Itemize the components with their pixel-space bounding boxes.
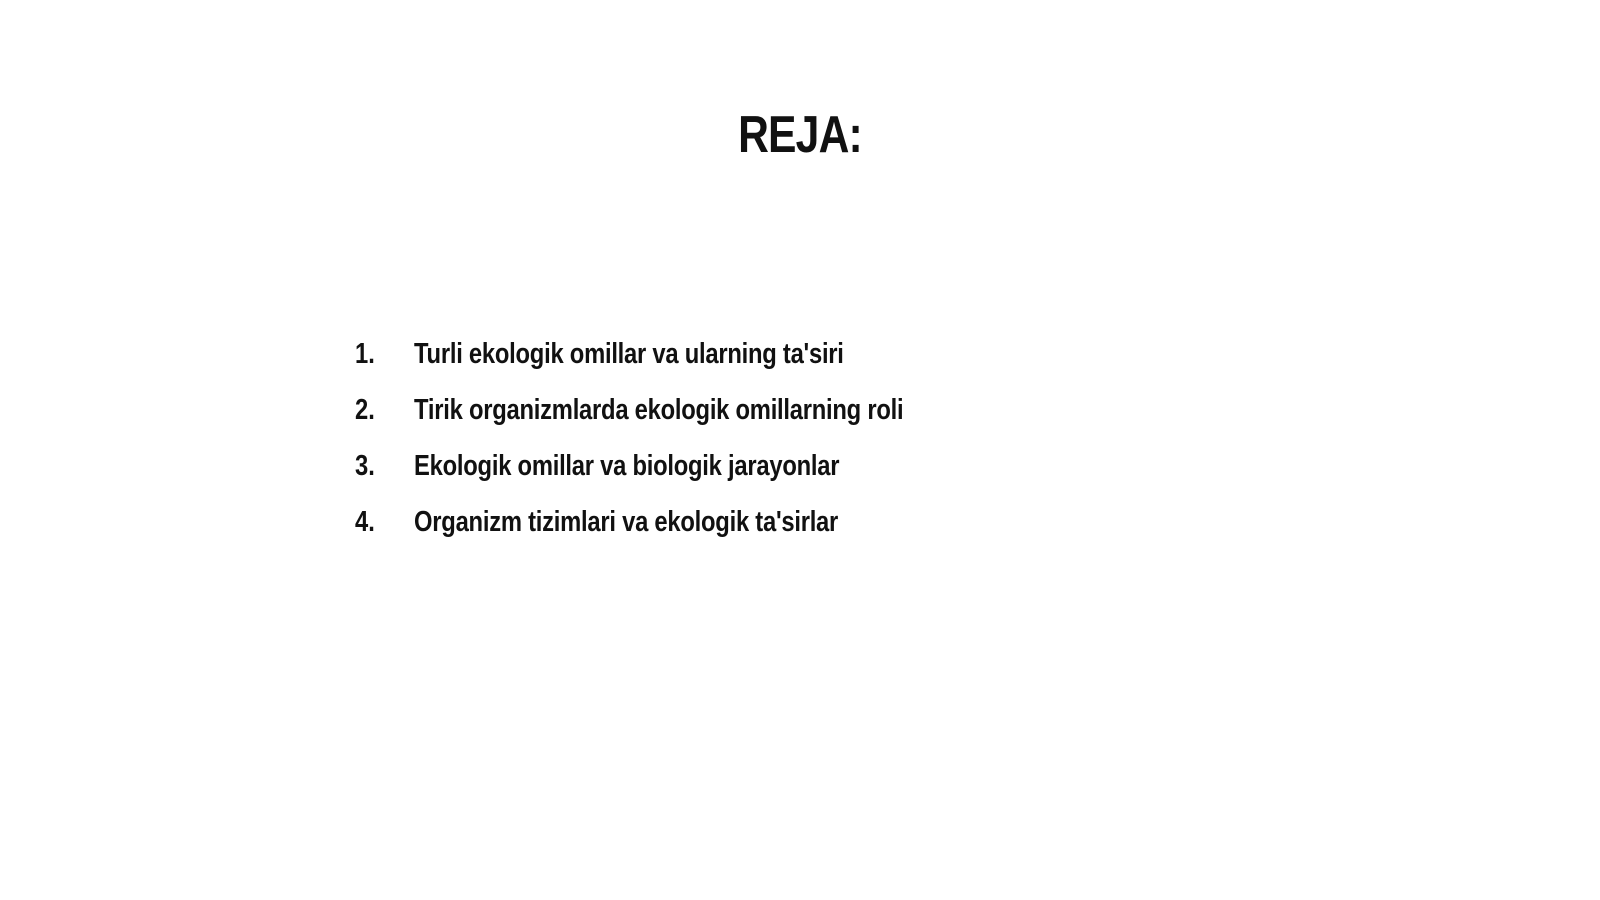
list-item-text: Tirik organizmlarda ekologik omillarning roli <box>414 393 904 426</box>
list-item-text: Turli ekologik omillar va ularning ta'siri <box>414 337 844 370</box>
list-item-number: 2. <box>355 393 375 426</box>
list-item <box>355 326 903 382</box>
list-item-text: Organizm tizimlari va ekologik ta'sirlar <box>414 505 839 538</box>
slide-title: REJA: <box>738 106 862 164</box>
plan-list <box>355 326 1024 550</box>
list-item-number: 3. <box>355 449 375 482</box>
list-item-number: 1. <box>355 337 375 370</box>
list-item-text: Ekologik omillar va biologik jarayonlar <box>414 449 840 482</box>
list-item <box>355 382 903 438</box>
list-item <box>355 438 903 494</box>
list-item <box>355 494 903 550</box>
list-item-number: 4. <box>355 505 375 538</box>
